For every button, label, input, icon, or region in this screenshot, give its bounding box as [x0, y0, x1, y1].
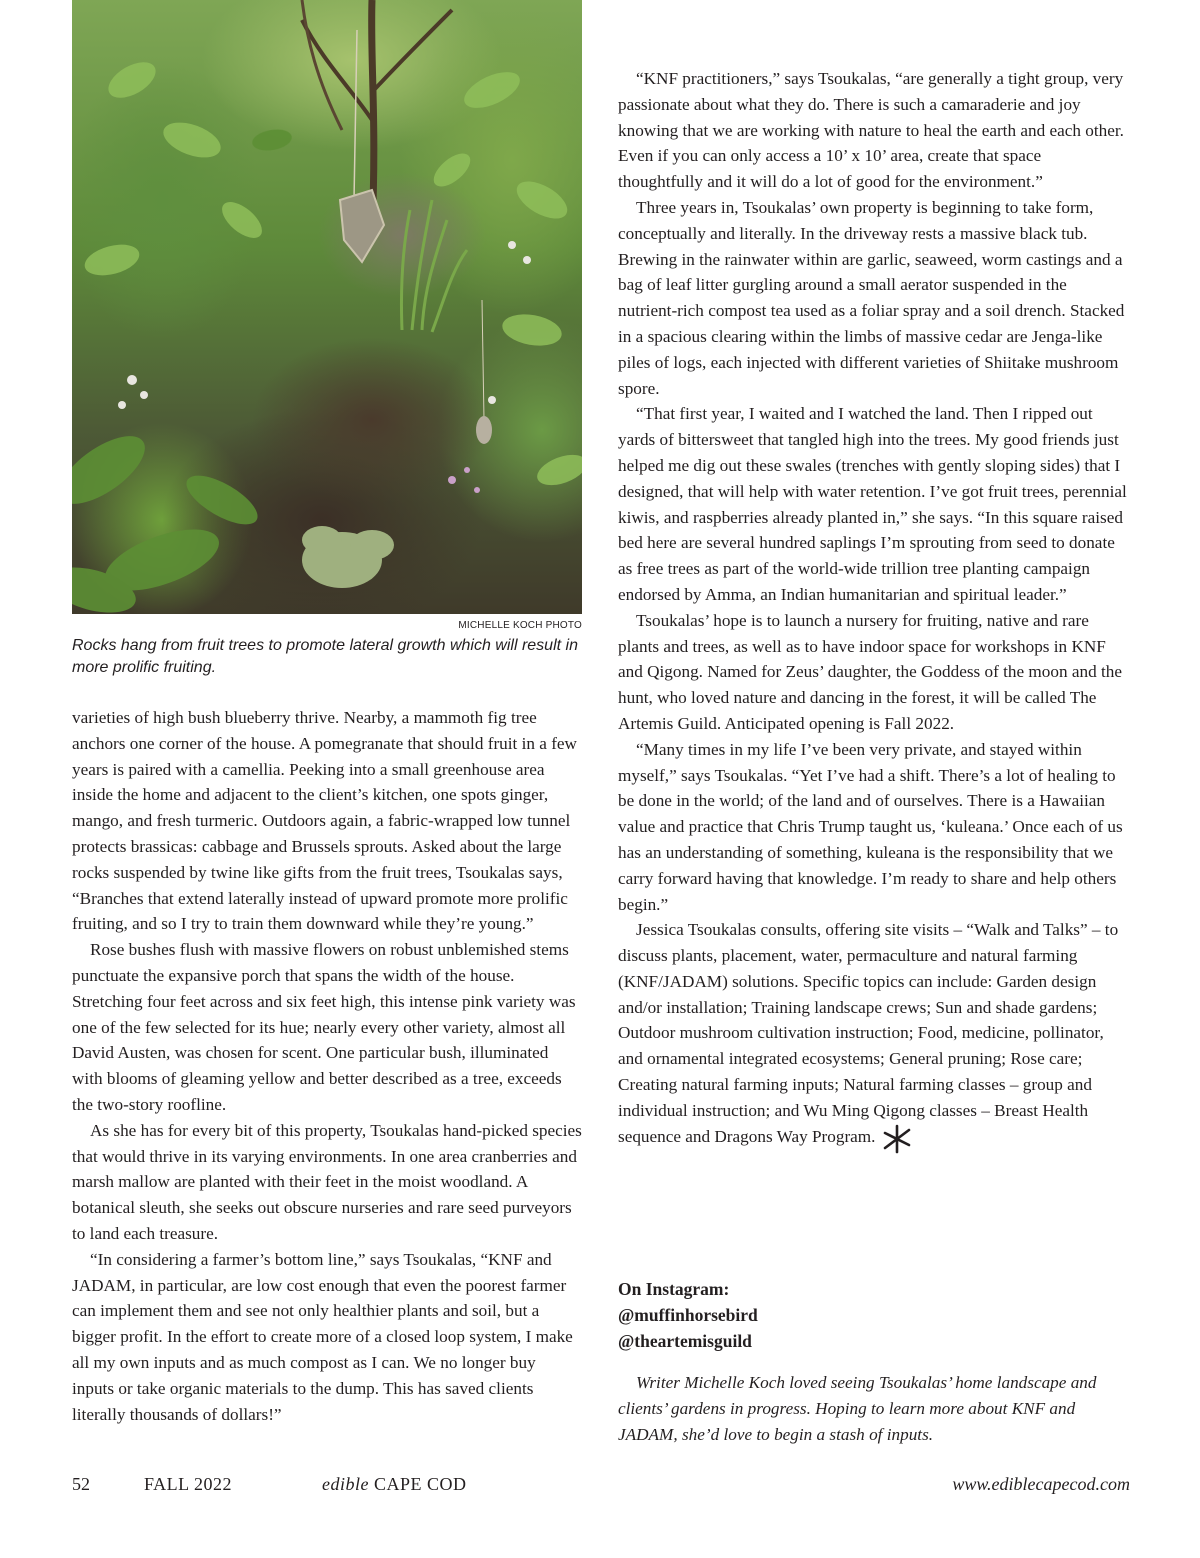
instagram-block: [618, 1276, 1130, 1354]
body-paragraph: “That first year, I waited and I watched the land. Then I ripped out yards of bittersweet that tangled high into the trees. My good friends just helped me dig out these swales (trenches with gently sloping sides) that I designed, that will help with water retention. I’ve got fruit trees, perennial kiwis, and raspberries already planted in,” she says. “In this square raised bed here are several hundred saplings I’m sprouting from seed to donate as free trees as part of the world-wide trillion tree planting campaign endorsed by Amma, an Indian humanitarian and spiritual leader.”: [618, 404, 1127, 604]
writer-bio: Writer Michelle Koch loved seeing Tsoukalas’ home landscape and clients’ gardens in progress. Hoping to learn more about KNF and JADAM, she’d love to begin a stash of inputs.: [618, 1373, 1097, 1444]
body-paragraph: Tsoukalas’ hope is to launch a nursery for fruiting, native and rare plants and trees, as well as to have indoor space for workshops in KNF and Qigong. Named for Zeus’ daughter, the Goddess of the moon and the hunt, who loved nature and dancing in the forest, it will be called The Artemis Guild. Anticipated opening is Fall 2022.: [618, 610, 1122, 733]
body-paragraph: “Many times in my life I’ve been very private, and stayed within myself,” says Tsoukalas. “Yet I’ve had a shift. There’s a lot of healing to be done in the world; of the land and of ourselves. There is a Hawaiian value and practice that Chris Trump taught us, ‘kuleana.’ Once each of us has an understanding of something, kuleana is the responsibility that we carry forward having that knowledge. I’m ready to share and help others begin.”: [618, 739, 1123, 914]
instagram-handle[interactable]: @muffinhorsebird: [618, 1305, 758, 1325]
magazine-name: [322, 1474, 467, 1495]
final-paragraph: [618, 917, 1130, 1153]
page-footer: [72, 1474, 1130, 1500]
page-number: 52: [72, 1474, 90, 1494]
body-paragraph: varieties of high bush blueberry thrive. Nearby, a mammoth fig tree anchors one corner of the house. A pomegranate that should fruit in a few years is paired with a camellia. Peeking into a small greenhouse area inside the home and adjacent to the client’s kitchen, one spots ginger, mango, and fresh turmeric. Outdoors again, a fabric-wrapped low tunnel protects brassicas: cabbage and Brussels sprouts. Asked about the large rocks suspended by twine like gifts from the fruit trees, Tsoukalas says, “Branches that extend laterally instead of upward promote more prolific fruiting, and so I try to train them downward while they’re young.”: [72, 708, 577, 934]
magazine-title: CAPE COD: [373, 1474, 467, 1494]
photo-credit: MICHELLE KOCH PHOTO: [458, 620, 582, 631]
body-paragraph: Three years in, Tsoukalas’ own property is beginning to take form, conceptually and literally. In the driveway rests a massive black tub. Brewing in the rainwater within are garlic, seaweed, worm castings and a bag of leaf litter gurgling around a small aerator suspended in the nutrient-rich compost tea used as a foliar spray and a soil drench. Stacked in a spacious clearing within the limbs of massive cedar are Jenga-like piles of logs, each injected with different varieties of Shiitake mushroom spore.: [618, 197, 1125, 398]
magazine-prefix: edible: [322, 1474, 369, 1494]
instagram-handle[interactable]: @theartemisguild: [618, 1331, 752, 1351]
photo-caption: Rocks hang from fruit trees to promote lateral growth which will result in more prolific fruiting.: [72, 637, 578, 676]
body-paragraph: “KNF practitioners,” says Tsoukalas, “are generally a tight group, very passionate about what they do. There is such a camaraderie and joy knowing that we are working with nature to heal the earth and each other. Even if you can only access a 10’ x 10’ area, create that space thoughtfully and it will do a lot of good for the environment.”: [618, 69, 1124, 192]
body-paragraph: “In considering a farmer’s bottom line,” says Tsoukalas, “KNF and JADAM, in particular, are low cost enough that even the poorest farmer can implement them and see not only healthier plants and soil, but a bigger profit. In the effort to create more of a closed loop system, I make all my own inputs and as much compost as I can. We no longer buy inputs or take organic materials to the dump. This has saved clients literally thousands of dollars!”: [72, 1249, 573, 1424]
right-column: [618, 66, 1130, 1154]
star-end-icon: [881, 1124, 913, 1154]
left-column: [72, 705, 582, 1427]
final-paragraph-text: Jessica Tsoukalas consults, offering site visits – “Walk and Talks” – to discuss plants, placement, water, permaculture and natural farming (KNF/JADAM) solutions. Specific topics can include: Garden design and/or installation; Training landscape crews; Sun and shade gardens; Outdoor mushroom cultivation instruction; Food, medicine, pollinator, and ornamental integrated ecosystems; General pruning; Rose care; Creating natural farming inputs; Natural farming classes – group and individual instruction; and Wu Ming Qigong classes – Breast Health sequence and Dragons Way Program.: [618, 920, 1119, 1146]
website-url[interactable]: www.ediblecapecod.com: [952, 1474, 1130, 1494]
garden-photo: [72, 0, 582, 614]
instagram-heading: On Instagram:: [618, 1279, 730, 1299]
issue-season: FALL 2022: [144, 1474, 232, 1494]
garden-photo-illustration: [72, 0, 582, 614]
body-paragraph: As she has for every bit of this property, Tsoukalas hand-picked species that would thrive in its varying environments. In one area cranberries and marsh mallow are planted with their feet in the moist woodland. A botanical sleuth, she seeks out obscure nurseries and rare seed purveyors to land each treasure.: [72, 1120, 582, 1243]
body-paragraph: Rose bushes flush with massive flowers on robust unblemished stems punctuate the expansive porch that spans the width of the house. Stretching four feet across and six feet high, this intense pink variety was one of the few selected for its hue; nearly every other variety, almost all David Austen, was chosen for scent. One particular bush, illuminated with blooms of gleaming yellow and better described as a tree, exceeds the two-story roofline.: [72, 940, 576, 1114]
